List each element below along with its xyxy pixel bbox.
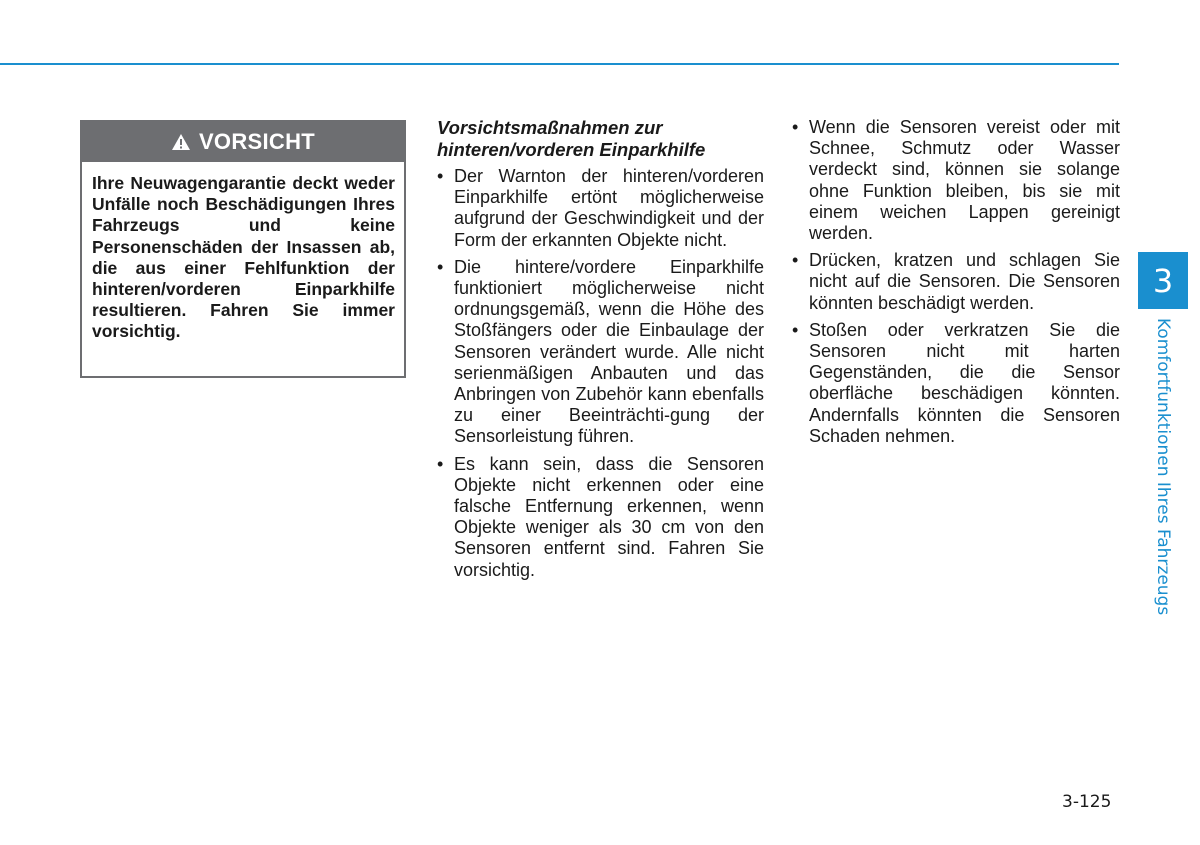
page-number: 3-125: [1062, 792, 1112, 812]
caution-title: VORSICHT: [198, 129, 316, 154]
caution-box: [80, 120, 406, 378]
list-item: [792, 320, 1120, 447]
bullet-icon: •: [792, 250, 799, 271]
section-title-line1: Vorsichtsmaßnahmen zur: [437, 117, 663, 138]
bullet-list-right: [792, 117, 1120, 447]
list-item-text: Der Warnton der hinteren/vorderen Einparkhilfe ertönt möglicherweise aufgrund der Geschwindigkeit und der Form der erkannten Objekte nicht.: [454, 166, 764, 250]
warning-triangle-icon: [171, 133, 191, 151]
chapter-number-tab: 3: [1138, 252, 1188, 309]
list-item-text: Stoßen oder verkratzen Sie die Sensoren nicht mit harten Gegenständen, die die Sensor oberfläche beschädigen könnten. Andernfalls könnten die Sensoren Schaden nehmen.: [809, 319, 1120, 446]
middle-column: [437, 117, 764, 587]
bullet-icon: •: [437, 453, 444, 474]
list-item: [437, 257, 764, 448]
bullet-icon: •: [437, 166, 444, 186]
bullet-list-middle: [437, 166, 764, 581]
list-item-text: Es kann sein, dass die Sensoren Objekte nicht erkennen oder eine falsche Entfernung erkennen, wenn Objekte weniger als 30 cm von den Sensoren entfernt sind. Fahren Sie vorsichtig.: [454, 453, 764, 580]
list-item: [437, 166, 764, 251]
list-item-text: Wenn die Sensoren vereist oder mit Schnee, Schmutz oder Wasser verdeckt sind, können sie solange ohne Funktion bleiben, bis sie mit einem weichen Lappen gereinigt werden.: [809, 117, 1120, 244]
section-title-line2: hinteren/vorderen Einparkhilfe: [437, 139, 706, 160]
bullet-icon: •: [792, 319, 799, 340]
list-item: [437, 454, 764, 581]
top-rule: [0, 63, 1119, 65]
bullet-icon: •: [437, 256, 444, 277]
list-item-text: Die hintere/vordere Einparkhilfe funktioniert möglicherweise nicht ordnungsgemäß, wenn die Höhe des Stoßfängers oder die Einbaulage der Sensoren verändert wurde. Alle nicht serienmäßigen Anbauten und das Anbringen von Zubehör kann ebenfalls zu einer Beeinträchti-gung der Sensorleistung führen.: [454, 256, 764, 447]
list-item: [792, 117, 1120, 244]
list-item-text: Drücken, kratzen und schlagen Sie nicht auf die Sensoren. Die Sensoren könnten beschädigt werden.: [809, 250, 1120, 313]
bullet-icon: •: [792, 117, 799, 137]
chapter-title: Komfortfunktionen Ihres Fahrzeugs: [1153, 318, 1173, 616]
caution-header: [82, 122, 404, 162]
list-item: [792, 250, 1120, 314]
section-title: [437, 117, 764, 161]
caution-text: Ihre Neuwagengarantie deckt weder Unfälle noch Beschädigungen Ihres Fahrzeugs und keine Personenschäden der Insassen ab, die aus einer Fehlfunktion der hinteren/vorderen Einparkhilfe resultieren. Fahren Sie immer vorsichtig.: [92, 173, 395, 342]
right-column: [792, 117, 1120, 453]
